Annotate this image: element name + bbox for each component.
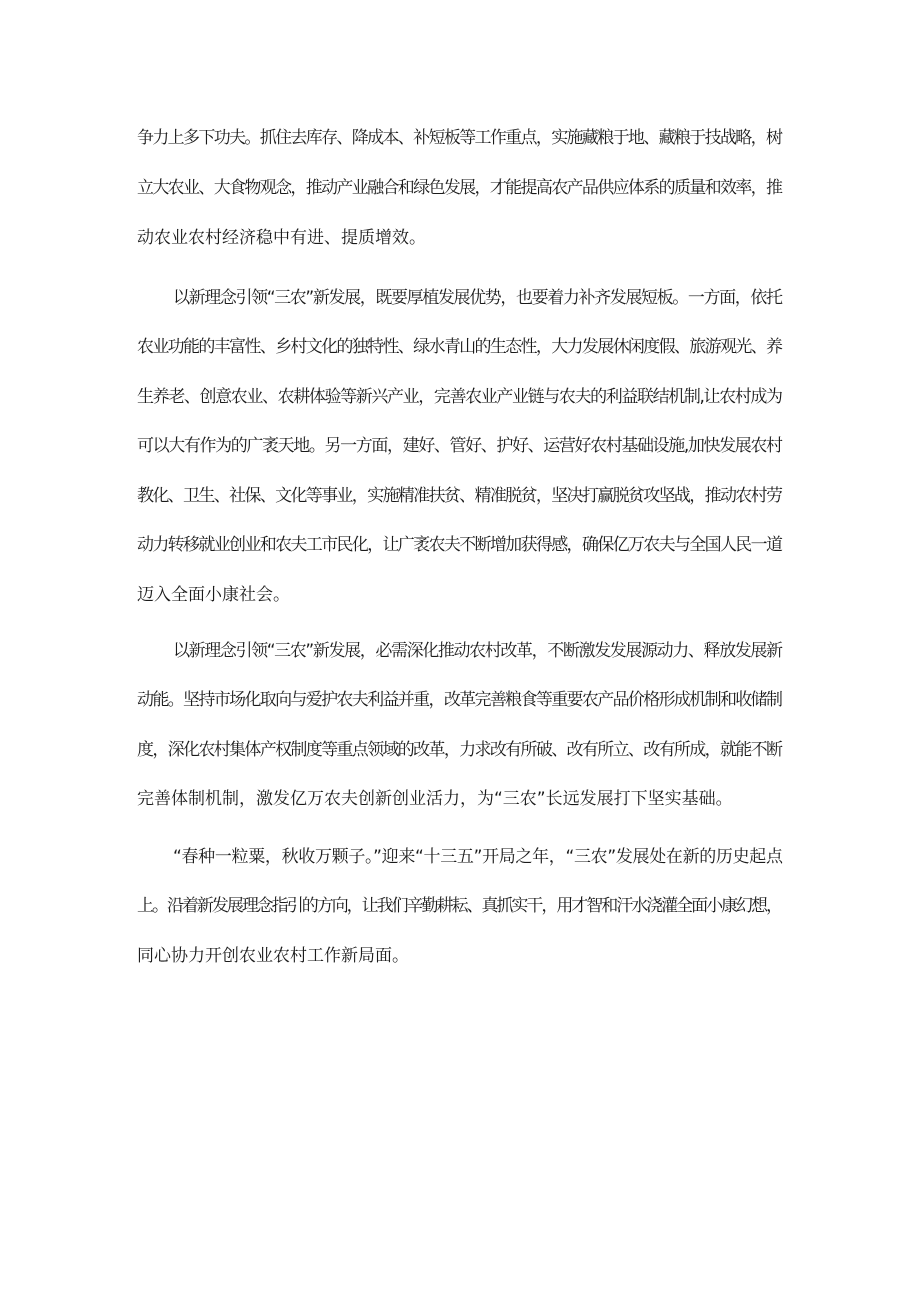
paragraph-3-line-2	[0, 690, 920, 730]
text-line: 立大农业、大食物观念，推动产业融合和绿色发展，才能提高农产品供应体系的质量和效率，推	[137, 178, 782, 198]
text-line: 同心协力开创农业农村工作新局面。	[137, 946, 409, 966]
paragraph-2-line-6	[0, 535, 920, 575]
paragraph-2-line-7	[0, 585, 920, 625]
text-line: 上。沿着新发展理念指引的方向，让我们辛勤耕耘、真抓实干，用才智和汗水浇灌全面小康幻想，	[137, 896, 781, 916]
paragraph-2-line-3	[0, 387, 920, 427]
paragraph-3-line-1	[0, 641, 920, 681]
paragraph-4-line-2	[0, 896, 920, 936]
text-line: 生养老、创意农业、农耕体验等新兴产业，完善农业产业链与农夫的利益联结机制,让农村成为	[137, 387, 782, 407]
text-line: 争力上多下功夫。抓住去库存、降成本、补短板等工作重点，实施藏粮于地、藏粮于技战略，树	[137, 128, 782, 148]
text-line: 动农业农村经济稳中有进、提质增效。	[137, 228, 426, 248]
text-line: 迈入全面小康社会。	[137, 585, 290, 605]
paragraph-1-line-3	[0, 228, 920, 268]
paragraph-2-line-2	[0, 337, 920, 377]
paragraph-2-line-1	[0, 288, 920, 328]
paragraph-4-line-1	[0, 847, 920, 887]
text-line: 完善体制机制，激发亿万农夫创新创业活力，为“三农”长远发展打下坚实基础。	[137, 789, 733, 809]
text-line: 动能。坚持市场化取向与爱护农夫利益并重，改革完善粮食等重要农产品价格形成机制和收储制	[137, 690, 782, 710]
text-line: 农业功能的丰富性、乡村文化的独特性、绿水青山的生态性，大力发展休闲度假、旅游观光、养	[137, 337, 782, 357]
paragraph-2-line-5	[0, 486, 920, 526]
text-line: 以新理念引领“三农”新发展，既要厚植发展优势，也要着力补齐发展短板。一方面，依托	[173, 288, 782, 308]
paragraph-3-line-4	[0, 789, 920, 829]
paragraph-4-line-3	[0, 946, 920, 986]
paragraph-1-line-2	[0, 178, 920, 218]
text-line: “春种一粒粟，秋收万颗子。”迎来“十三五”开局之年，“三农”发展处在新的历史起点	[173, 847, 783, 867]
paragraph-3-line-3	[0, 740, 920, 780]
paragraph-2-line-4	[0, 436, 920, 476]
text-line: 动力转移就业创业和农夫工市民化，让广袤农夫不断增加获得感，确保亿万农夫与全国人民一道	[137, 535, 782, 555]
text-line: 度，深化农村集体产权制度等重点领域的改革，力求改有所破、改有所立、改有所成，就能不断	[137, 740, 782, 760]
paragraph-1-line-1	[0, 128, 920, 168]
text-line: 可以大有作为的广袤天地。另一方面，建好、管好、护好、运营好农村基础设施,加快发展农村	[137, 436, 782, 456]
text-line: 以新理念引领“三农”新发展，必需深化推动农村改革，不断激发发展源动力、释放发展新	[173, 641, 782, 661]
text-line: 教化、卫生、社保、文化等事业，实施精准扶贫、精准脱贫，坚决打赢脱贫攻坚战，推动农村劳	[137, 486, 782, 506]
